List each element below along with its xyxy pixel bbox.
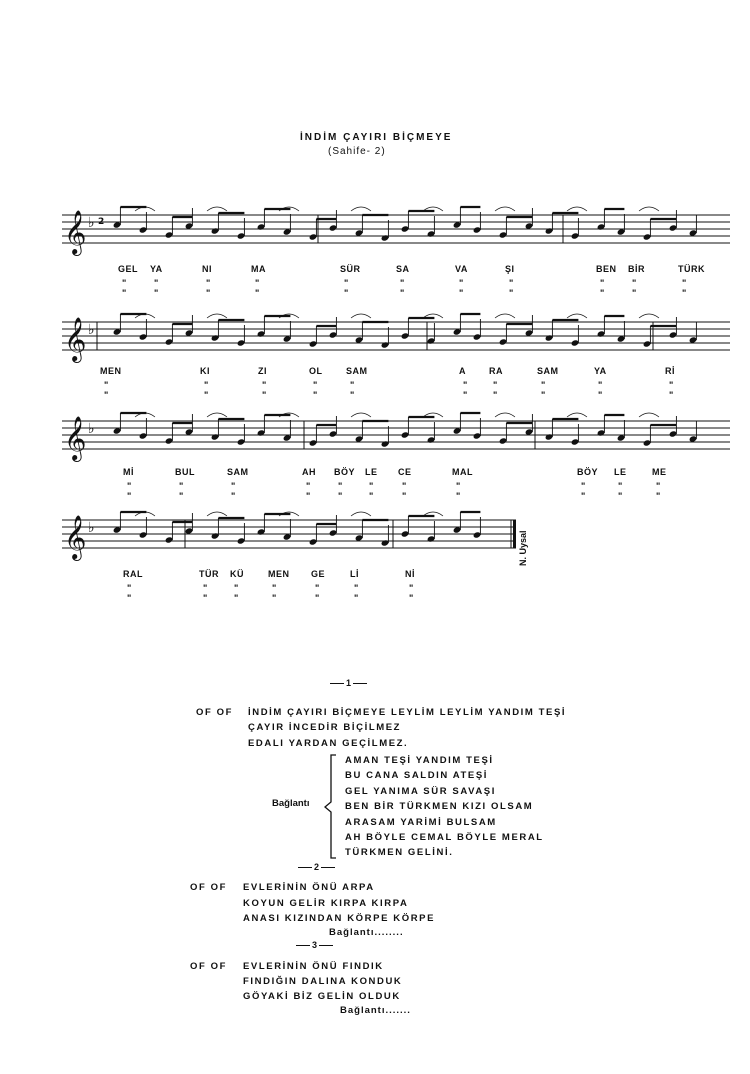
ditto-mark: " xyxy=(313,380,318,390)
flat-sign-icon: ♭ xyxy=(88,520,95,536)
lyric-syllable: NI xyxy=(202,264,212,274)
ditto-mark: " xyxy=(234,593,239,603)
lyric-syllable: CE xyxy=(398,467,412,477)
lyric-syllable: BİR xyxy=(628,264,645,274)
ditto-mark: " xyxy=(459,288,464,298)
ditto-mark: " xyxy=(656,481,661,491)
flat-sign-icon: ♭ xyxy=(88,322,95,338)
ditto-mark: " xyxy=(104,390,109,400)
ditto-mark: " xyxy=(315,593,320,603)
baglanti-line-7: TÜRKMEN GELİNİ. xyxy=(345,847,454,858)
treble-clef-icon: 𝄞 xyxy=(64,416,87,460)
baglanti-line-3: GEL YANIMA SÜR SAVAŞI xyxy=(345,786,496,797)
ditto-mark: " xyxy=(598,380,603,390)
lyric-syllable: SAM xyxy=(346,366,368,376)
baglanti-line-5: ARASAM YARİMİ BULSAM xyxy=(345,817,497,828)
ditto-mark: " xyxy=(598,390,603,400)
slur xyxy=(351,207,371,211)
ditto-mark: " xyxy=(127,583,132,593)
verse-1-line-3: EDALI YARDAN GEÇİLMEZ. xyxy=(248,738,409,749)
baglanti-line-2: BU CANA SALDIN ATEŞİ xyxy=(345,770,489,781)
final-bar-line xyxy=(513,520,516,548)
song-title: İNDİM ÇAYIRI BİÇMEYE xyxy=(300,132,453,143)
verse-2-prefix: OF OF xyxy=(190,882,228,893)
flat-sign-icon: ♭ xyxy=(88,215,95,231)
ditto-mark: " xyxy=(272,583,277,593)
treble-clef-icon: 𝄞 xyxy=(64,210,87,254)
lyric-syllable: LE xyxy=(365,467,378,477)
staves xyxy=(62,207,730,561)
lyric-syllable: GE xyxy=(311,569,326,579)
ditto-mark: " xyxy=(255,288,260,298)
slur xyxy=(207,413,227,417)
lyric-syllable: BÖY xyxy=(577,467,599,477)
ditto-mark: " xyxy=(618,491,623,501)
ditto-mark: " xyxy=(179,481,184,491)
ditto-mark: " xyxy=(632,278,637,288)
verse-3-number: 3 xyxy=(296,940,333,950)
ditto-mark: " xyxy=(600,288,605,298)
ditto-mark: " xyxy=(600,278,605,288)
verse-1-number: 1 xyxy=(330,678,367,688)
ditto-mark: " xyxy=(459,278,464,288)
lyric-syllable: RA xyxy=(489,366,503,376)
composer-credit: N. Uysal xyxy=(518,530,528,566)
page-subtitle: (Sahife- 2) xyxy=(328,146,386,157)
ditto-mark: " xyxy=(104,380,109,390)
verse-2-number: 2 xyxy=(298,862,335,872)
ditto-mark: " xyxy=(350,390,355,400)
lyric-syllable: SAM xyxy=(537,366,559,376)
ditto-mark: " xyxy=(581,491,586,501)
lyric-syllable: BUL xyxy=(175,467,195,477)
slur xyxy=(351,512,371,516)
ditto-mark: " xyxy=(402,491,407,501)
ditto-mark: " xyxy=(509,278,514,288)
slur xyxy=(207,314,227,318)
ditto-mark: " xyxy=(656,491,661,501)
ditto-mark: " xyxy=(669,380,674,390)
baglanti-label: Bağlantı xyxy=(272,798,310,809)
lyric-syllable: ŞI xyxy=(505,264,515,274)
ditto-mark: " xyxy=(409,583,414,593)
verse-2-line-2: KOYUN GELİR KIRPA KIRPA xyxy=(243,898,409,909)
ditto-mark: " xyxy=(456,481,461,491)
ditto-mark: " xyxy=(493,380,498,390)
verse-3-baglanti-ref: Bağlantı....... xyxy=(340,1005,411,1016)
lyric-syllable: MA xyxy=(251,264,266,274)
lyric-syllable: TÜR xyxy=(199,569,219,579)
ditto-mark: " xyxy=(350,380,355,390)
lyric-syllable: ZI xyxy=(258,366,267,376)
ditto-mark: " xyxy=(400,288,405,298)
ditto-mark: " xyxy=(127,481,132,491)
ditto-mark: " xyxy=(231,481,236,491)
ditto-mark: " xyxy=(493,390,498,400)
ditto-mark: " xyxy=(509,288,514,298)
baglanti-line-1: AMAN TEŞİ YANDIM TEŞİ xyxy=(345,755,494,766)
lyric-syllable: TÜRK xyxy=(678,264,705,274)
lyric-syllable: SA xyxy=(396,264,410,274)
ditto-mark: " xyxy=(669,390,674,400)
lyric-syllable: A xyxy=(459,366,466,376)
lyric-syllable: LE xyxy=(614,467,627,477)
slur xyxy=(495,413,515,417)
verse-2-line-1: EVLERİNİN ÖNÜ ARPA xyxy=(243,882,375,893)
ditto-mark: " xyxy=(456,491,461,501)
ditto-mark: " xyxy=(306,491,311,501)
ditto-mark: " xyxy=(338,491,343,501)
ditto-mark: " xyxy=(122,288,127,298)
slur xyxy=(351,314,371,318)
slur xyxy=(567,413,587,417)
ditto-mark: " xyxy=(204,390,209,400)
verse-2-line-3: ANASI KIZINDAN KÖRPE KÖRPE xyxy=(243,913,436,924)
verse-3-line-1: EVLERİNİN ÖNÜ FINDIK xyxy=(243,961,384,972)
ditto-mark: " xyxy=(409,593,414,603)
lyric-syllable: YA xyxy=(594,366,607,376)
verse-3-line-2: FINDIĞIN DALINA KONDUK xyxy=(243,976,403,987)
ditto-mark: " xyxy=(262,390,267,400)
ditto-mark: " xyxy=(203,583,208,593)
ditto-mark: " xyxy=(272,593,277,603)
ditto-mark: " xyxy=(354,593,359,603)
ditto-mark: " xyxy=(179,491,184,501)
ditto-mark: " xyxy=(154,288,159,298)
lyric-syllable: MEN xyxy=(100,366,122,376)
treble-clef-icon: 𝄞 xyxy=(64,515,87,559)
ditto-mark: " xyxy=(344,278,349,288)
slur xyxy=(495,314,515,318)
lyric-syllable: Rİ xyxy=(665,366,675,376)
lyric-syllable: KÜ xyxy=(230,569,244,579)
lyric-syllable: Lİ xyxy=(350,569,359,579)
lyric-syllable: MAL xyxy=(452,467,473,477)
ditto-mark: " xyxy=(369,481,374,491)
ditto-mark: " xyxy=(122,278,127,288)
slur xyxy=(567,207,587,211)
lyric-syllable: SÜR xyxy=(340,264,361,274)
lyric-syllable: Mİ xyxy=(123,467,134,477)
lyric-syllable: MEN xyxy=(268,569,290,579)
ditto-mark: " xyxy=(255,278,260,288)
ditto-mark: " xyxy=(344,288,349,298)
lyric-syllable: BEN xyxy=(596,264,617,274)
ditto-mark: " xyxy=(127,491,132,501)
ditto-mark: " xyxy=(369,491,374,501)
verse-3-line-3: GÖYAKİ BİZ GELİN OLDUK xyxy=(243,991,401,1002)
slur xyxy=(639,413,659,417)
ditto-mark: " xyxy=(338,481,343,491)
lyric-syllable: RAL xyxy=(123,569,143,579)
lyric-syllable: AH xyxy=(302,467,316,477)
ditto-mark: " xyxy=(354,583,359,593)
slur xyxy=(207,512,227,516)
lyric-syllable: Nİ xyxy=(405,569,415,579)
baglanti-brace xyxy=(322,752,342,862)
ditto-mark: " xyxy=(541,380,546,390)
ditto-mark: " xyxy=(581,481,586,491)
lyric-syllable: OL xyxy=(309,366,323,376)
ditto-mark: " xyxy=(682,288,687,298)
ditto-mark: " xyxy=(204,380,209,390)
lyric-syllable: VA xyxy=(455,264,468,274)
ditto-mark: " xyxy=(541,390,546,400)
slur xyxy=(207,207,227,211)
verse-1-line-1: İNDİM ÇAYIRI BİÇMEYE LEYLİM LEYLİM YANDIM TEŞİ xyxy=(248,707,567,718)
ditto-mark: " xyxy=(313,390,318,400)
flat-sign-icon: ♭ xyxy=(88,421,95,437)
lyric-syllable: SAM xyxy=(227,467,249,477)
ditto-mark: " xyxy=(206,278,211,288)
ditto-mark: " xyxy=(632,288,637,298)
time-signature: 2 xyxy=(98,217,105,227)
verse-2-baglanti-ref: Bağlantı........ xyxy=(329,927,404,938)
verse-1-prefix: OF OF xyxy=(196,707,234,718)
lyric-syllable: GEL xyxy=(118,264,139,274)
lyric-syllable: KI xyxy=(200,366,210,376)
lyric-syllable: BÖY xyxy=(334,467,356,477)
ditto-mark: " xyxy=(206,288,211,298)
lyric-syllable: YA xyxy=(150,264,163,274)
ditto-mark: " xyxy=(127,593,132,603)
slur xyxy=(639,314,659,318)
baglanti-line-6: AH BÖYLE CEMAL BÖYLE MERAL xyxy=(345,832,544,843)
slur xyxy=(639,207,659,211)
ditto-mark: " xyxy=(203,593,208,603)
slur xyxy=(567,314,587,318)
lyric-syllable: ME xyxy=(652,467,667,477)
ditto-mark: " xyxy=(262,380,267,390)
treble-clef-icon: 𝄞 xyxy=(64,317,87,361)
slur xyxy=(495,207,515,211)
verse-1-line-2: ÇAYIR İNCEDİR BİÇİLMEZ xyxy=(248,722,402,733)
ditto-mark: " xyxy=(618,481,623,491)
slur xyxy=(351,413,371,417)
ditto-mark: " xyxy=(154,278,159,288)
verse-3-prefix: OF OF xyxy=(190,961,228,972)
ditto-mark: " xyxy=(682,278,687,288)
ditto-mark: " xyxy=(315,583,320,593)
ditto-mark: " xyxy=(231,491,236,501)
ditto-mark: " xyxy=(463,390,468,400)
baglanti-line-4: BEN BİR TÜRKMEN KIZI OLSAM xyxy=(345,801,534,812)
ditto-mark: " xyxy=(402,481,407,491)
ditto-mark: " xyxy=(463,380,468,390)
ditto-mark: " xyxy=(400,278,405,288)
ditto-mark: " xyxy=(234,583,239,593)
ditto-mark: " xyxy=(306,481,311,491)
